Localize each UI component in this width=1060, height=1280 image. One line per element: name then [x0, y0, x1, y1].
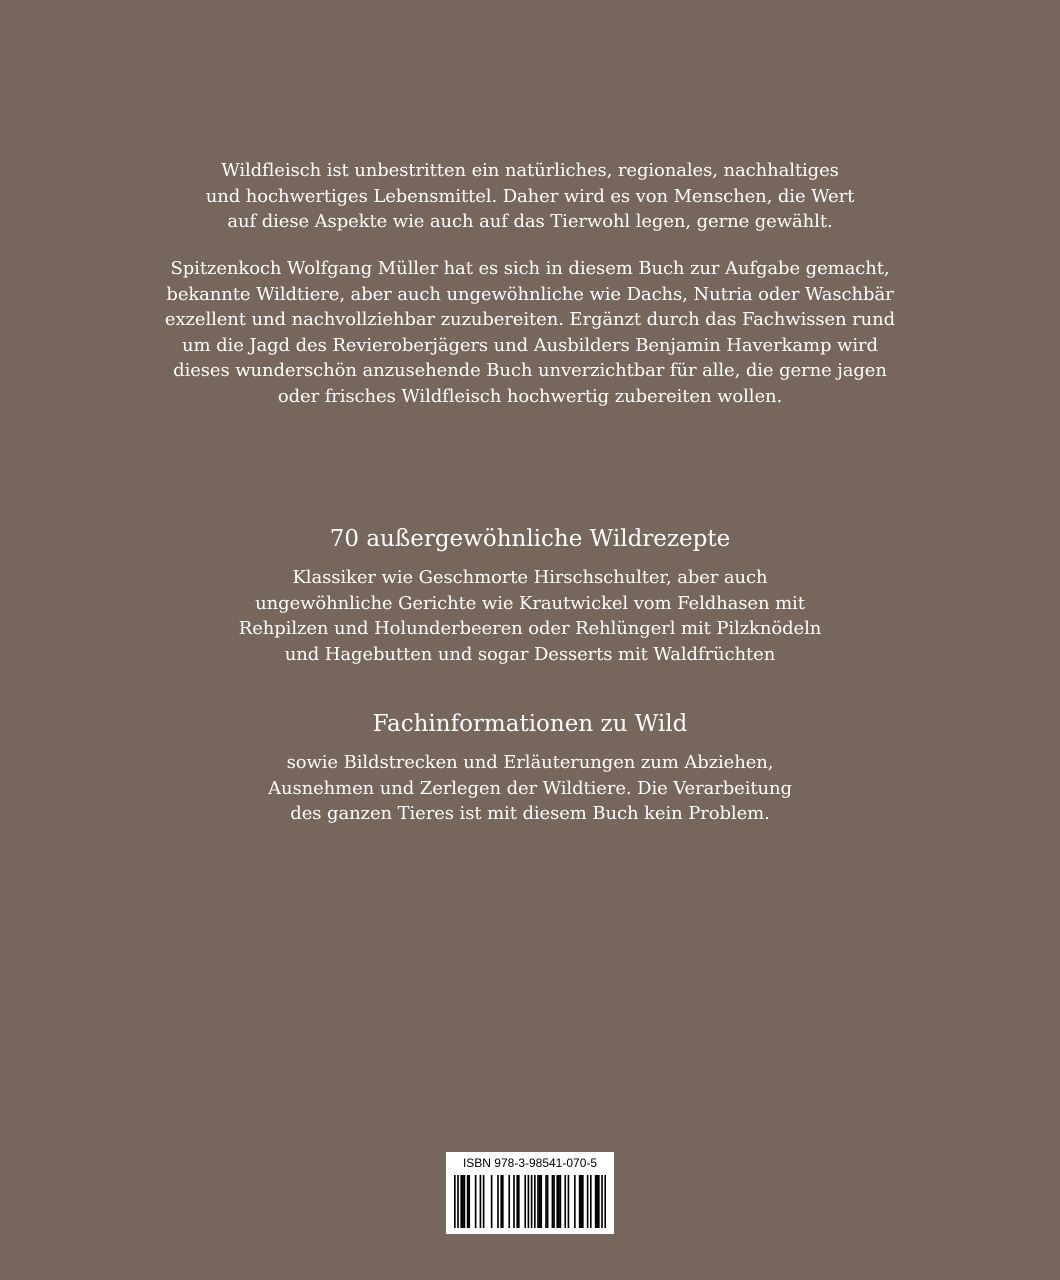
intro-2-line: um die Jagd des Revieroberjägers und Ausbilders Benjamin Haverkamp wird: [182, 334, 878, 356]
info-heading: Fachinformationen zu Wild: [372, 711, 688, 737]
barcode-bar: [462, 1175, 464, 1228]
barcode-bar: [464, 1175, 466, 1228]
barcode-bar: [604, 1175, 606, 1228]
barcode-bar: [545, 1175, 547, 1228]
barcode-icon: [454, 1175, 606, 1228]
recipes-line: Rehpilzen und Holunderbeeren oder Rehlüngerl mit Pilzknödeln: [238, 618, 822, 640]
intro-2-line: bekannte Wildtiere, aber auch ungewöhnliche wie Dachs, Nutria oder Waschbär: [166, 283, 894, 305]
intro-paragraph-1: [0, 158, 1060, 235]
barcode-bar: [596, 1175, 598, 1228]
isbn-text: ISBN 978-3-98541-070-5: [462, 1156, 598, 1170]
barcode-bar: [518, 1175, 520, 1228]
recipes-line: Klassiker wie Geschmorte Hirschschulter, aber auch: [292, 567, 768, 588]
recipes-line: ungewöhnliche Gerichte wie Krautwickel vom Feldhasen mit: [255, 592, 805, 614]
barcode-bar: [598, 1175, 600, 1228]
intro-2-line: dieses wunderschön anzusehende Buch unverzichtbar für alle, die gerne jagen: [173, 360, 887, 382]
barcode-bar: [475, 1175, 477, 1228]
barcode-bar: [480, 1175, 482, 1228]
barcode-bar: [508, 1175, 510, 1228]
intro-paragraph-2: [0, 256, 1060, 410]
barcode-bar: [560, 1175, 562, 1228]
barcode-bar: [524, 1175, 526, 1228]
barcode-bar: [582, 1175, 584, 1228]
barcode-bar: [547, 1175, 549, 1228]
intro-2-line: oder frisches Wildfleisch hochwertig zubereiten wollen.: [277, 385, 783, 407]
barcode-bar: [580, 1175, 582, 1228]
info-line: sowie Bildstrecken und Erläuterungen zum Abziehen,: [286, 752, 774, 773]
barcode-bar: [540, 1175, 542, 1228]
barcode-bar: [564, 1175, 566, 1228]
barcode-bar: [491, 1175, 493, 1228]
info-line: des ganzen Tieres ist mit diesem Buch kein Problem.: [290, 803, 770, 825]
barcode-bar: [601, 1175, 603, 1228]
intro-2-line: Spitzenkoch Wolfgang Müller hat es sich in diesem Buch zur Aufgabe gemacht,: [170, 258, 890, 279]
barcode-bar: [552, 1175, 554, 1228]
intro-1-line: Wildfleisch ist unbestritten ein natürliches, regionales, nachhaltiges: [221, 160, 839, 181]
intro-2-line: exzellent und nachvollziehbar zuzubereiten. Ergänzt durch das Fachwissen rund: [164, 309, 896, 331]
barcode-bar: [579, 1175, 581, 1228]
barcode-bar: [454, 1175, 456, 1228]
recipes-heading: 70 außergewöhnliche Wildrezepte: [329, 526, 731, 552]
info-paragraph: [0, 750, 1060, 827]
barcode-bar: [516, 1175, 518, 1228]
intro-1-line: auf diese Aspekte wie auch auf das Tierwohl legen, gerne gewählt.: [227, 211, 833, 233]
barcode-bar: [590, 1175, 592, 1228]
barcode-bar: [531, 1175, 533, 1228]
barcode-bar: [556, 1175, 558, 1228]
info-line: Ausnehmen und Zerlegen der Wildtiere. Die Verarbeitung: [268, 777, 792, 799]
barcode-bar: [497, 1175, 499, 1228]
intro-1-line: und hochwertiges Lebensmittel. Daher wird es von Menschen, die Wert: [205, 185, 855, 207]
barcode-bar: [553, 1175, 555, 1228]
barcode-bar: [468, 1175, 470, 1228]
barcode-bar: [460, 1175, 462, 1228]
barcode-bar: [595, 1175, 597, 1228]
barcode-bar: [513, 1175, 515, 1228]
barcode-bar: [502, 1175, 504, 1228]
barcode-bar: [574, 1175, 576, 1228]
barcode-bar: [537, 1175, 539, 1228]
barcode-bar: [500, 1175, 502, 1228]
barcode-label: [446, 1152, 614, 1234]
barcode-bar: [483, 1175, 485, 1228]
barcode-bar: [587, 1175, 589, 1228]
barcode-bar: [568, 1175, 570, 1228]
recipes-line: und Hagebutten und sogar Desserts mit Waldfrüchten: [284, 643, 776, 665]
barcode-bar: [528, 1175, 530, 1228]
recipes-paragraph: [0, 565, 1060, 667]
barcode-bar: [539, 1175, 541, 1228]
barcode-bar: [558, 1175, 560, 1228]
barcode-bar: [457, 1175, 459, 1228]
barcode-bar: [534, 1175, 536, 1228]
barcode-bar: [467, 1175, 469, 1228]
